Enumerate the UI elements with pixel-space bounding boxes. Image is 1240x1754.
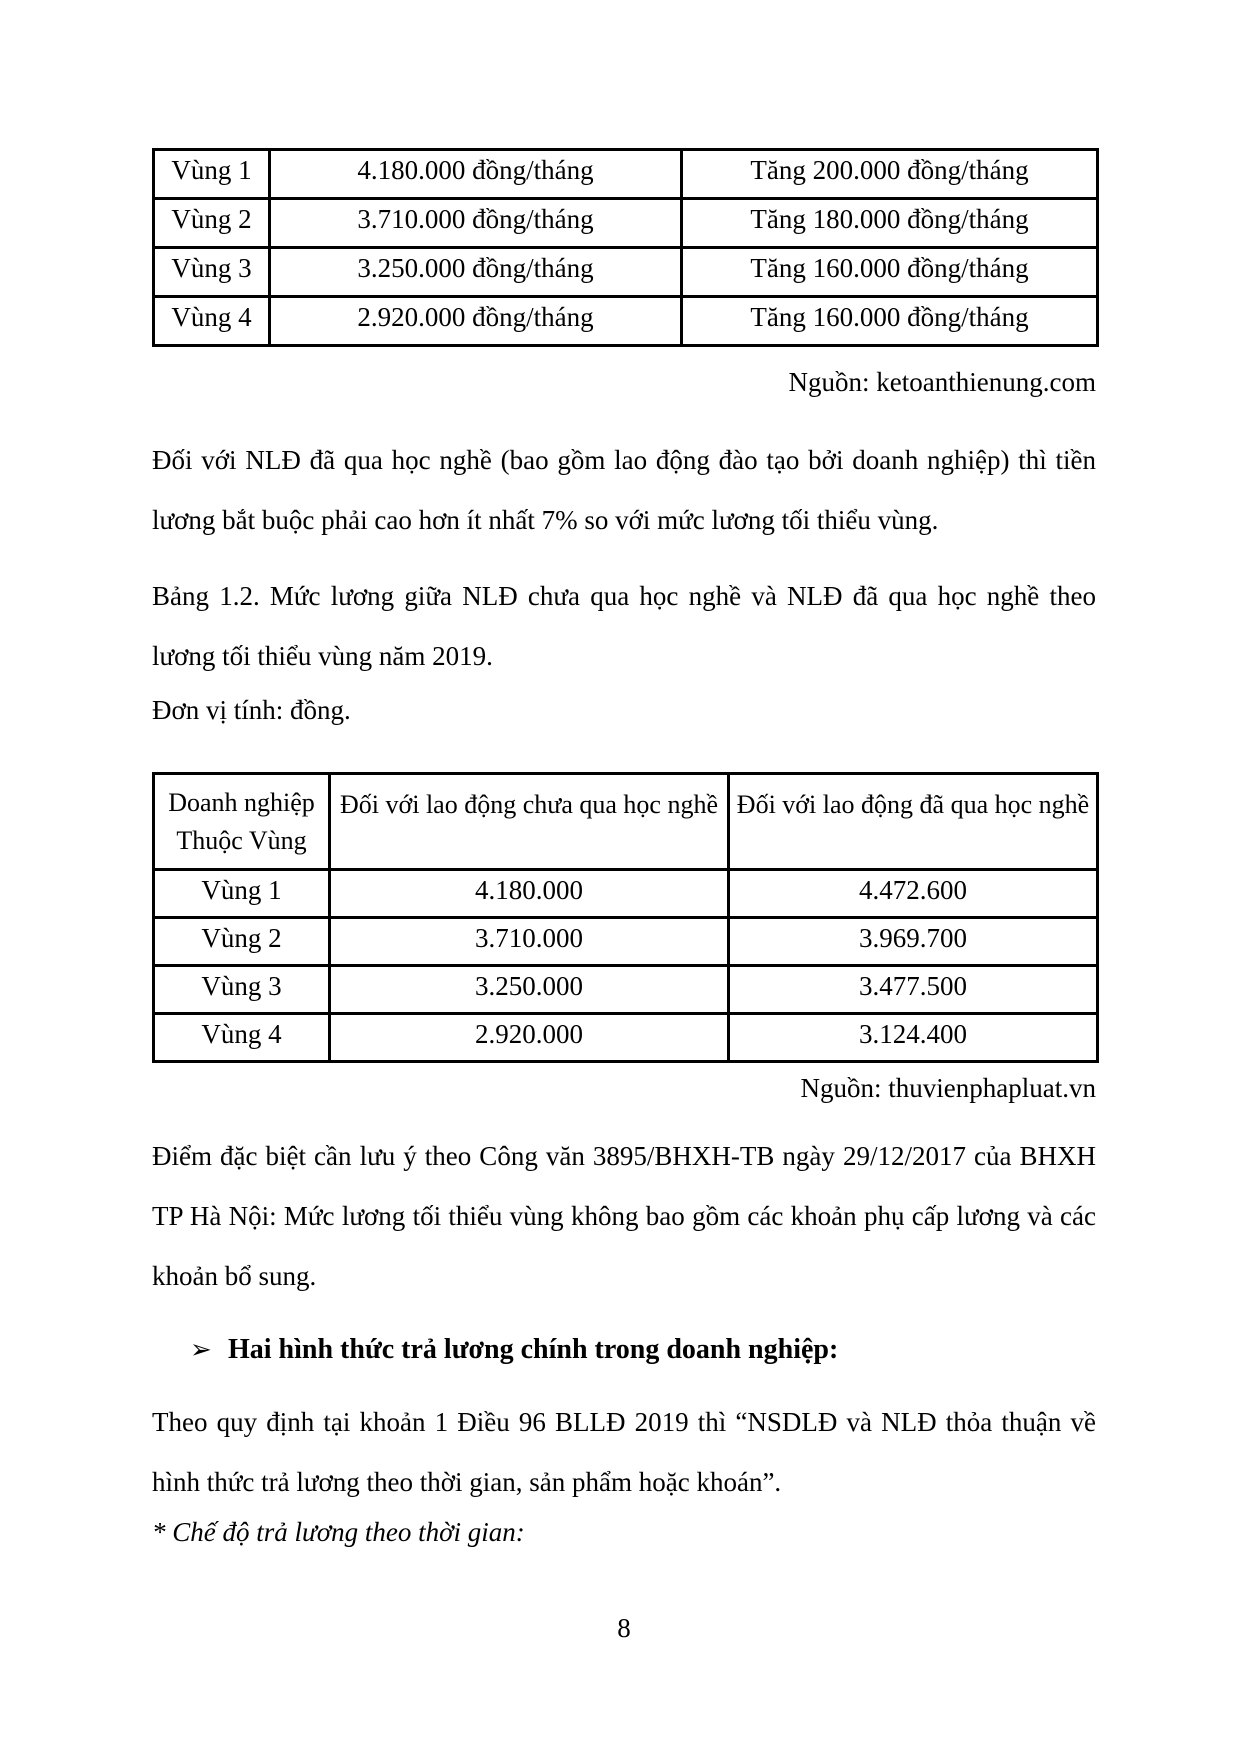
table-row bbox=[154, 1014, 1098, 1062]
change-cell: Tăng 160.000 đồng/tháng bbox=[682, 248, 1098, 297]
payment-methods-heading bbox=[152, 1330, 1096, 1370]
wage-cell: 3.250.000 đồng/tháng bbox=[270, 248, 682, 297]
minimum-wage-table bbox=[152, 148, 1099, 347]
header-region-line2: Thuộc Vùng bbox=[176, 826, 307, 855]
untrained-wage-cell: 4.180.000 bbox=[330, 870, 729, 918]
wage-cell: 2.920.000 đồng/tháng bbox=[270, 297, 682, 346]
time-based-salary-note: * Chế độ trả lương theo thời gian: bbox=[152, 1517, 525, 1547]
paragraph-article-96: Theo quy định tại khoản 1 Điều 96 BLLĐ 2019 thì “NSDLĐ và NLĐ thỏa thuận về hình thức trả lương theo thời gian, sản phẩm hoặc khoán”. bbox=[152, 1407, 1096, 1497]
header-trained: Đối với lao động đã qua học nghề bbox=[729, 774, 1098, 870]
region-cell: Vùng 3 bbox=[154, 966, 330, 1014]
table-row bbox=[154, 199, 1098, 248]
change-cell: Tăng 160.000 đồng/tháng bbox=[682, 297, 1098, 346]
table-row bbox=[154, 918, 1098, 966]
untrained-wage-cell: 2.920.000 bbox=[330, 1014, 729, 1062]
table-header-row bbox=[154, 774, 1098, 870]
table-row bbox=[154, 870, 1098, 918]
untrained-wage-cell: 3.710.000 bbox=[330, 918, 729, 966]
table2-source: Nguồn: thuvienphapluat.vn bbox=[800, 1073, 1096, 1103]
region-cell: Vùng 4 bbox=[154, 1014, 330, 1062]
minimum-wage-table-section bbox=[152, 148, 1096, 347]
untrained-wage-cell: 3.250.000 bbox=[330, 966, 729, 1014]
trained-wage-cell: 3.124.400 bbox=[729, 1014, 1098, 1062]
wage-comparison-table bbox=[152, 772, 1099, 1063]
header-region bbox=[154, 774, 330, 870]
trained-wage-cell: 3.477.500 bbox=[729, 966, 1098, 1014]
payment-methods-heading-text: Hai hình thức trả lương chính trong doanh nghiệp: bbox=[228, 1334, 839, 1365]
table-row bbox=[154, 297, 1098, 346]
region-cell: Vùng 4 bbox=[154, 297, 270, 346]
wage-comparison-table-section bbox=[152, 772, 1096, 1063]
change-cell: Tăng 200.000 đồng/tháng bbox=[682, 150, 1098, 199]
header-untrained: Đối với lao động chưa qua học nghề bbox=[330, 774, 729, 870]
change-cell: Tăng 180.000 đồng/tháng bbox=[682, 199, 1098, 248]
paragraph-trained-workers: Đối với NLĐ đã qua học nghề (bao gồm lao động đào tạo bởi doanh nghiệp) thì tiền lương bắt buộc phải cao hơn ít nhất 7% so với mức lương tối thiểu vùng. bbox=[152, 445, 1096, 535]
wage-cell: 4.180.000 đồng/tháng bbox=[270, 150, 682, 199]
region-cell: Vùng 2 bbox=[154, 199, 270, 248]
trained-wage-cell: 4.472.600 bbox=[729, 870, 1098, 918]
region-cell: Vùng 1 bbox=[154, 870, 330, 918]
table-row bbox=[154, 150, 1098, 199]
table-row bbox=[154, 248, 1098, 297]
wage-cell: 3.710.000 đồng/tháng bbox=[270, 199, 682, 248]
region-cell: Vùng 1 bbox=[154, 150, 270, 199]
region-cell: Vùng 3 bbox=[154, 248, 270, 297]
header-region-line1: Doanh nghiệp bbox=[168, 788, 315, 817]
region-cell: Vùng 2 bbox=[154, 918, 330, 966]
table1-source: Nguồn: ketoanthienung.com bbox=[788, 367, 1096, 397]
table2-caption: Bảng 1.2. Mức lương giữa NLĐ chưa qua học nghề và NLĐ đã qua học nghề theo lương tối thiểu vùng năm 2019. bbox=[152, 581, 1096, 671]
table-row bbox=[154, 966, 1098, 1014]
unit-note: Đơn vị tính: đồng. bbox=[152, 695, 351, 725]
arrow-bullet-icon: ➢ bbox=[190, 1335, 212, 1365]
paragraph-official-letter: Điểm đặc biệt cần lưu ý theo Công văn 3895/BHXH-TB ngày 29/12/2017 của BHXH TP Hà Nội: Mức lương tối thiểu vùng không bao gồm các khoản phụ cấp lương và các khoản bổ sung. bbox=[152, 1141, 1096, 1291]
trained-wage-cell: 3.969.700 bbox=[729, 918, 1098, 966]
page-number: 8 bbox=[617, 1613, 631, 1643]
